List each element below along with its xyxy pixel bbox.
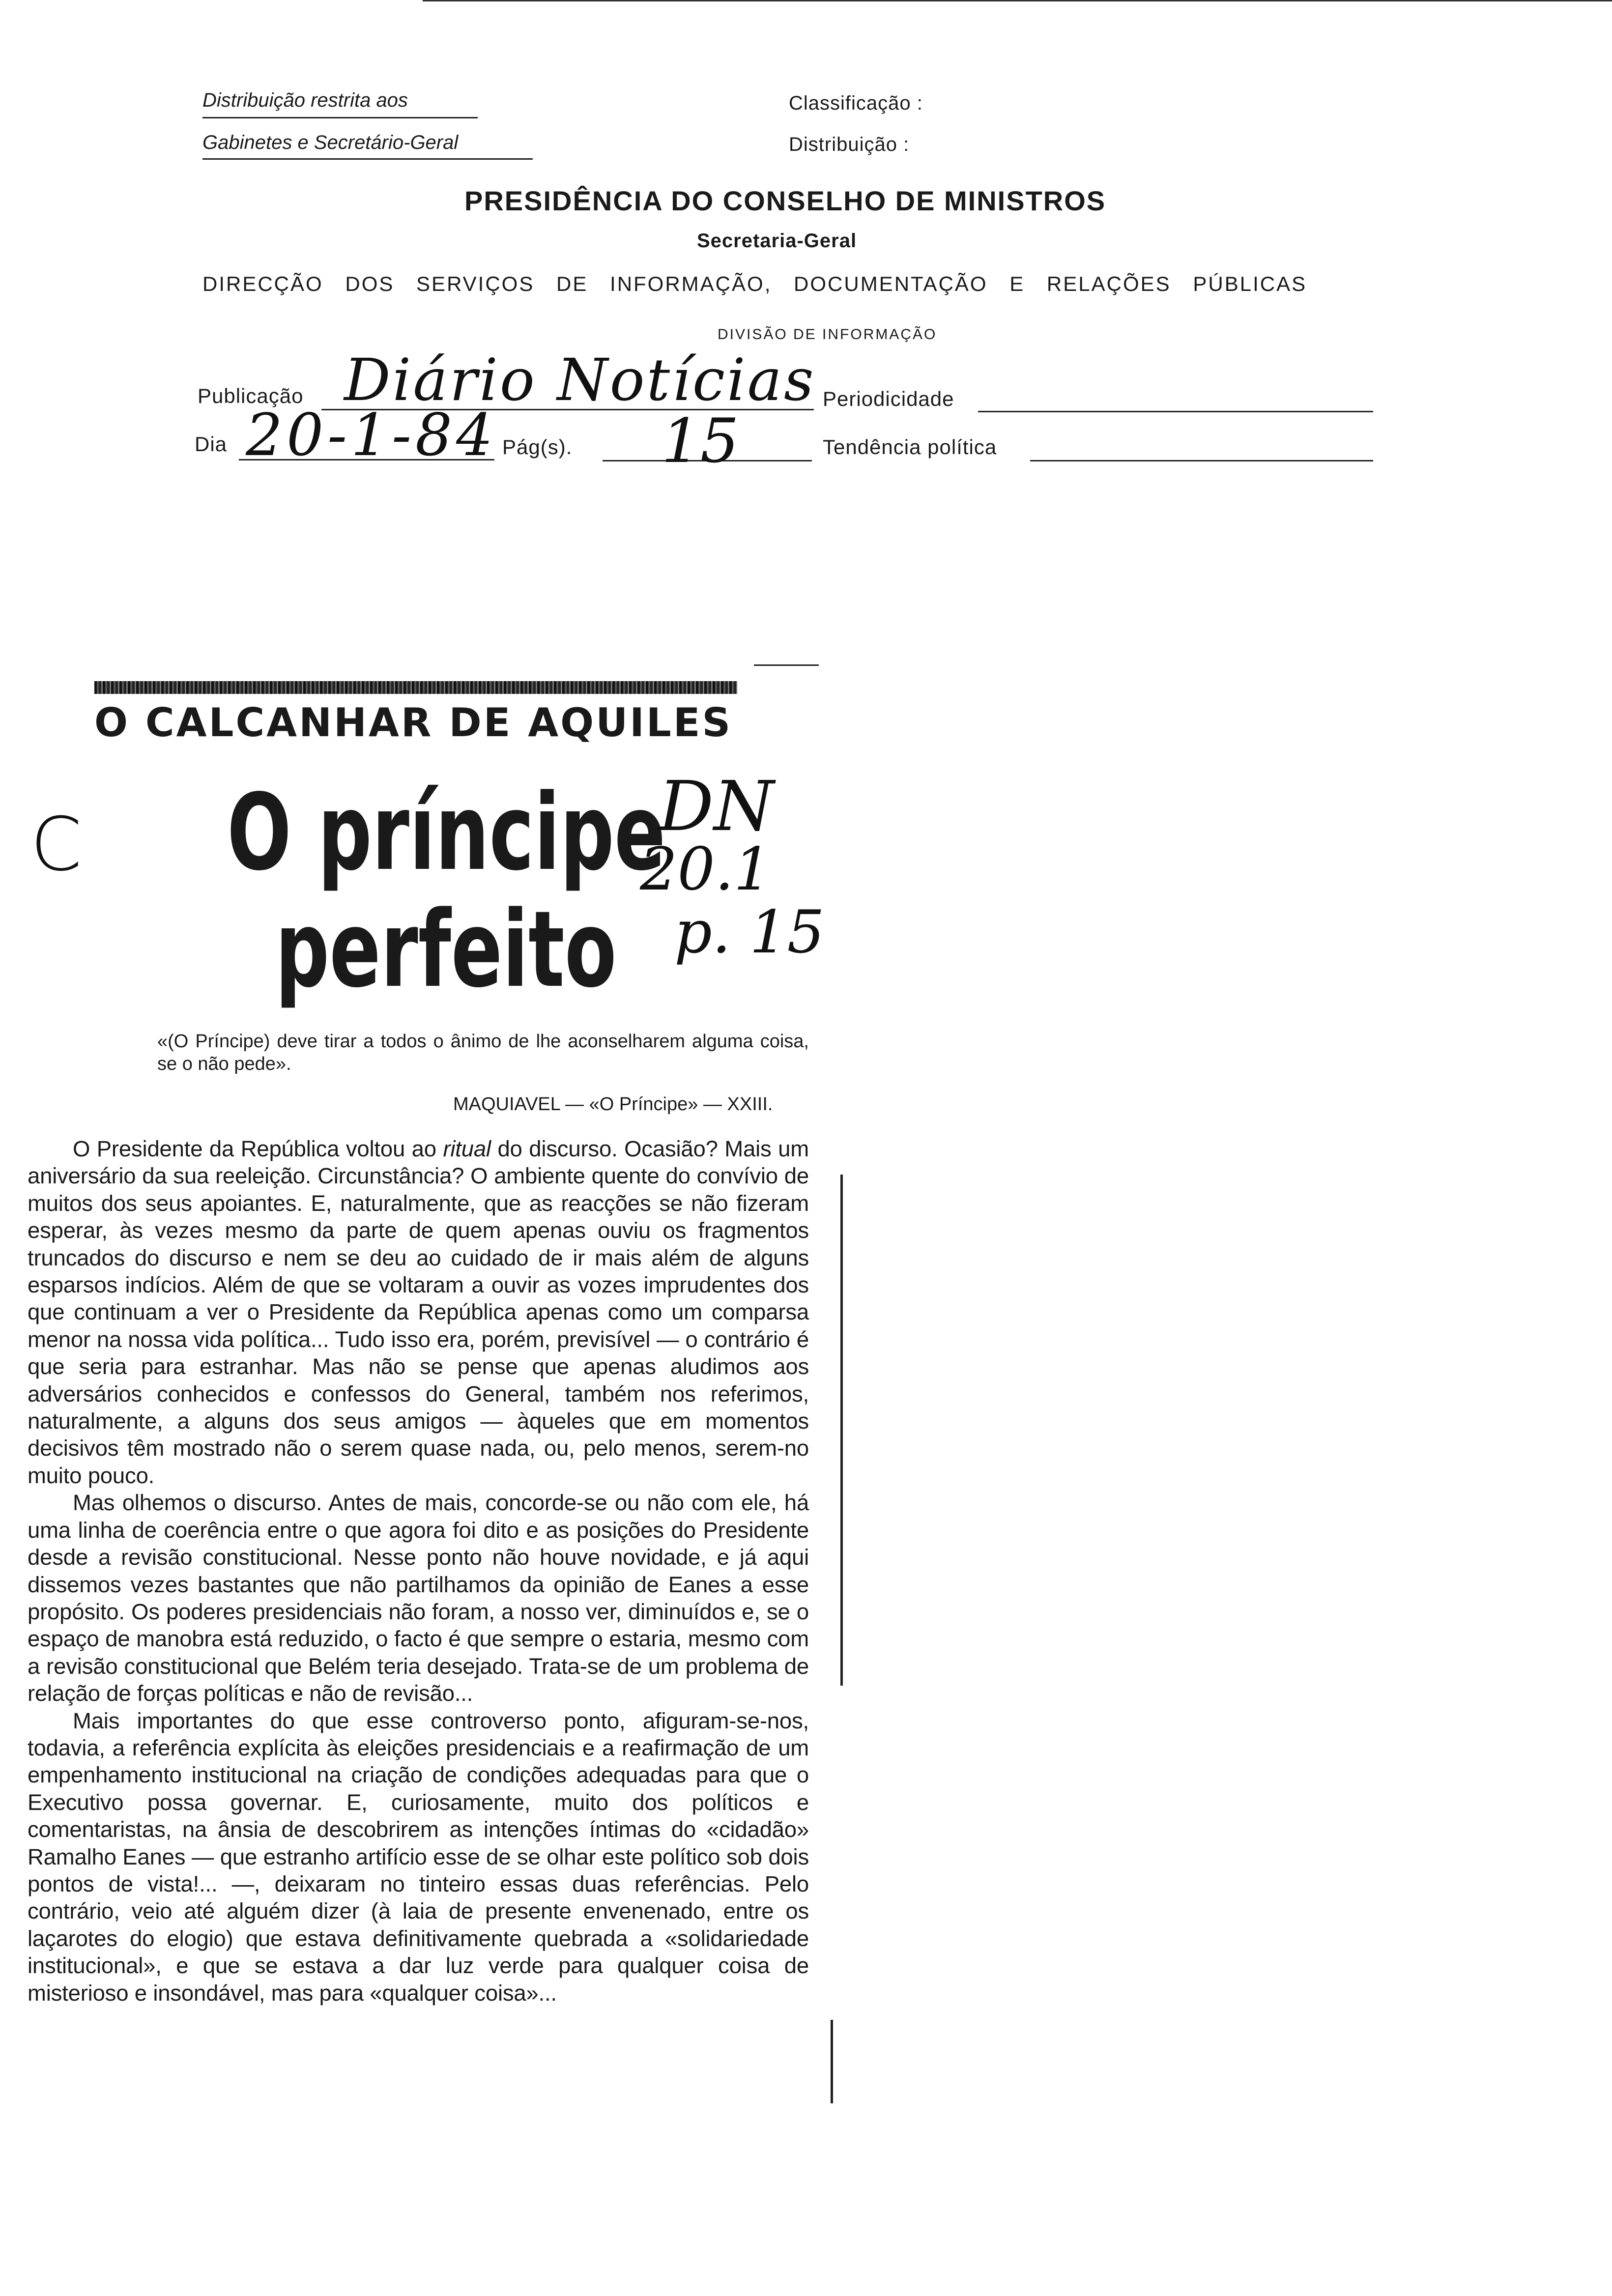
pages-handwritten-value: 15 [662, 406, 739, 477]
periodicity-label: Periodicidade [823, 387, 954, 410]
article-title-line1: O príncipe [227, 772, 666, 894]
division-line: DIVISÃO DE INFORMAÇÃO [718, 326, 937, 343]
political-tendency-label: Tendência política [823, 435, 997, 459]
page-title: PRESIDÊNCIA DO CONSELHO DE MINISTROS [464, 185, 1106, 216]
distribution-underline-1 [202, 117, 478, 118]
publication-handwritten-value: Diário Notícias [344, 346, 816, 414]
periodicity-line [978, 411, 1373, 412]
article-title-line2: perfeito [275, 889, 617, 1011]
article-body [28, 1135, 809, 2007]
margin-vertical-mark-2 [831, 2020, 833, 2103]
margin-mark-c: C [30, 802, 82, 888]
epigraph-quote: «(O Príncipe) deve tirar a todos o ânimo de lhe aconselharem alguma coisa, se o não pede». [157, 1031, 809, 1074]
day-label: Dia [195, 432, 228, 456]
day-handwritten-value: 20-1-84 [246, 401, 497, 469]
pages-label: Pág(s). [502, 435, 573, 459]
kicker-banner-bar [94, 681, 737, 694]
classification-label: Classificação : [789, 92, 923, 114]
article-kicker: O CALCANHAR DE AQUILES [94, 700, 733, 746]
article-paragraph-2: Mas olhemos o discurso. Antes de mais, concorde-se ou não com ele, há uma linha de coerência entre o que agora foi dito e as posições do Presidente desde a revisão constitucional. Nesse ponto não houve novidade, e já aqui dissemos vezes bastantes que não partilhamos da opinião de Eanes a esse propósito. Os poderes presidenciais não foram, a nosso ver, diminuídos e, se o espaço de manobra está reduzido, o facto é que sempre o estaria, mesmo com a revisão constitucional que Belém teria desejado. Trata-se de um problema de relação de forças políticas e não de revisão... [28, 1490, 809, 1706]
clip-edge-rule [754, 664, 819, 666]
distribution-label: Distribuição : [789, 134, 910, 155]
ritual-emphasis: ritual [443, 1136, 491, 1161]
handwritten-page-note: p. 15 [674, 898, 825, 967]
article-paragraph-3: Mais importantes do que esse controverso ponto, afiguram-se-nos, todavia, a referência explícita às eleições presidenciais e a reafirmação de um empenhamento institucional na criação de condições adequadas para que o Executivo possa governar. E, curiosamente, muito dos políticos e comentaristas, na ânsia de descobrirem as intenções íntimas do «cidadão» Ramalho Eanes — que estranho artifício esse de se olhar este político sob dois pontos de vista!... —, deixaram no tinteiro essas duas referências. Pelo contrário, veio até alguém dizer (à laia de presente envenenado, entre os laçarotes do elogio) que estava definitivamente quebrada a «solidariedade institucional», e que se estava a dar luz verde para qualquer coisa de misterioso e insondável, mas para «qualquer coisa»... [28, 1708, 809, 2006]
distribution-underline-2 [202, 158, 533, 160]
top-edge-rule [423, 0, 1612, 1]
handwritten-date-note: 20.1 [640, 835, 772, 904]
directorate-line: DIRECÇÃO DOS SERVIÇOS DE INFORMAÇÃO, DOCUMENTAÇÃO E RELAÇÕES PÚBLICAS [202, 272, 1307, 295]
distribution-restricted-line2: Gabinetes e Secretário-Geral [202, 132, 459, 153]
publication-label: Publicação [198, 384, 304, 407]
secretariat-subtitle: Secretaria-Geral [697, 230, 857, 252]
distribution-restricted-line1: Distribuição restrita aos [202, 89, 408, 111]
article-paragraph-1: O Presidente da República voltou ao ritual do discurso. Ocasião? Mais um aniversário da sua reeleição. Circunstância? O ambiente quente do convívio de muitos dos seus apoiantes. E, naturalmente, que as reacções se não fizeram esperar, às vezes mesmo da parte de quem apenas ouviu os fragmentos truncados do discurso e nem se deu ao cuidado de ir mais além de alguns esparsos indícios. Além de que se voltaram a ouvir as vozes imprudentes dos que continuam a ver o Presidente da República apenas como um comparsa menor na nossa vida política... Tudo isso era, porém, previsível — o contrário é que seria para estranhar. Mas não se pense que apenas aludimos aos adversários conhecidos e confessos do General, também nos referimos, naturalmente, a alguns dos seus amigos — àqueles que em momentos decisivos têm mostrado não o serem quase nada, ou, pelo menos, serem-no muito pouco. [28, 1136, 809, 1488]
political-tendency-line [1030, 460, 1373, 461]
epigraph-attribution: MAQUIAVEL — «O Príncipe» — XXIII. [453, 1094, 773, 1115]
margin-vertical-mark-1 [840, 1175, 843, 1686]
handwritten-dn-note: DN [659, 767, 774, 847]
